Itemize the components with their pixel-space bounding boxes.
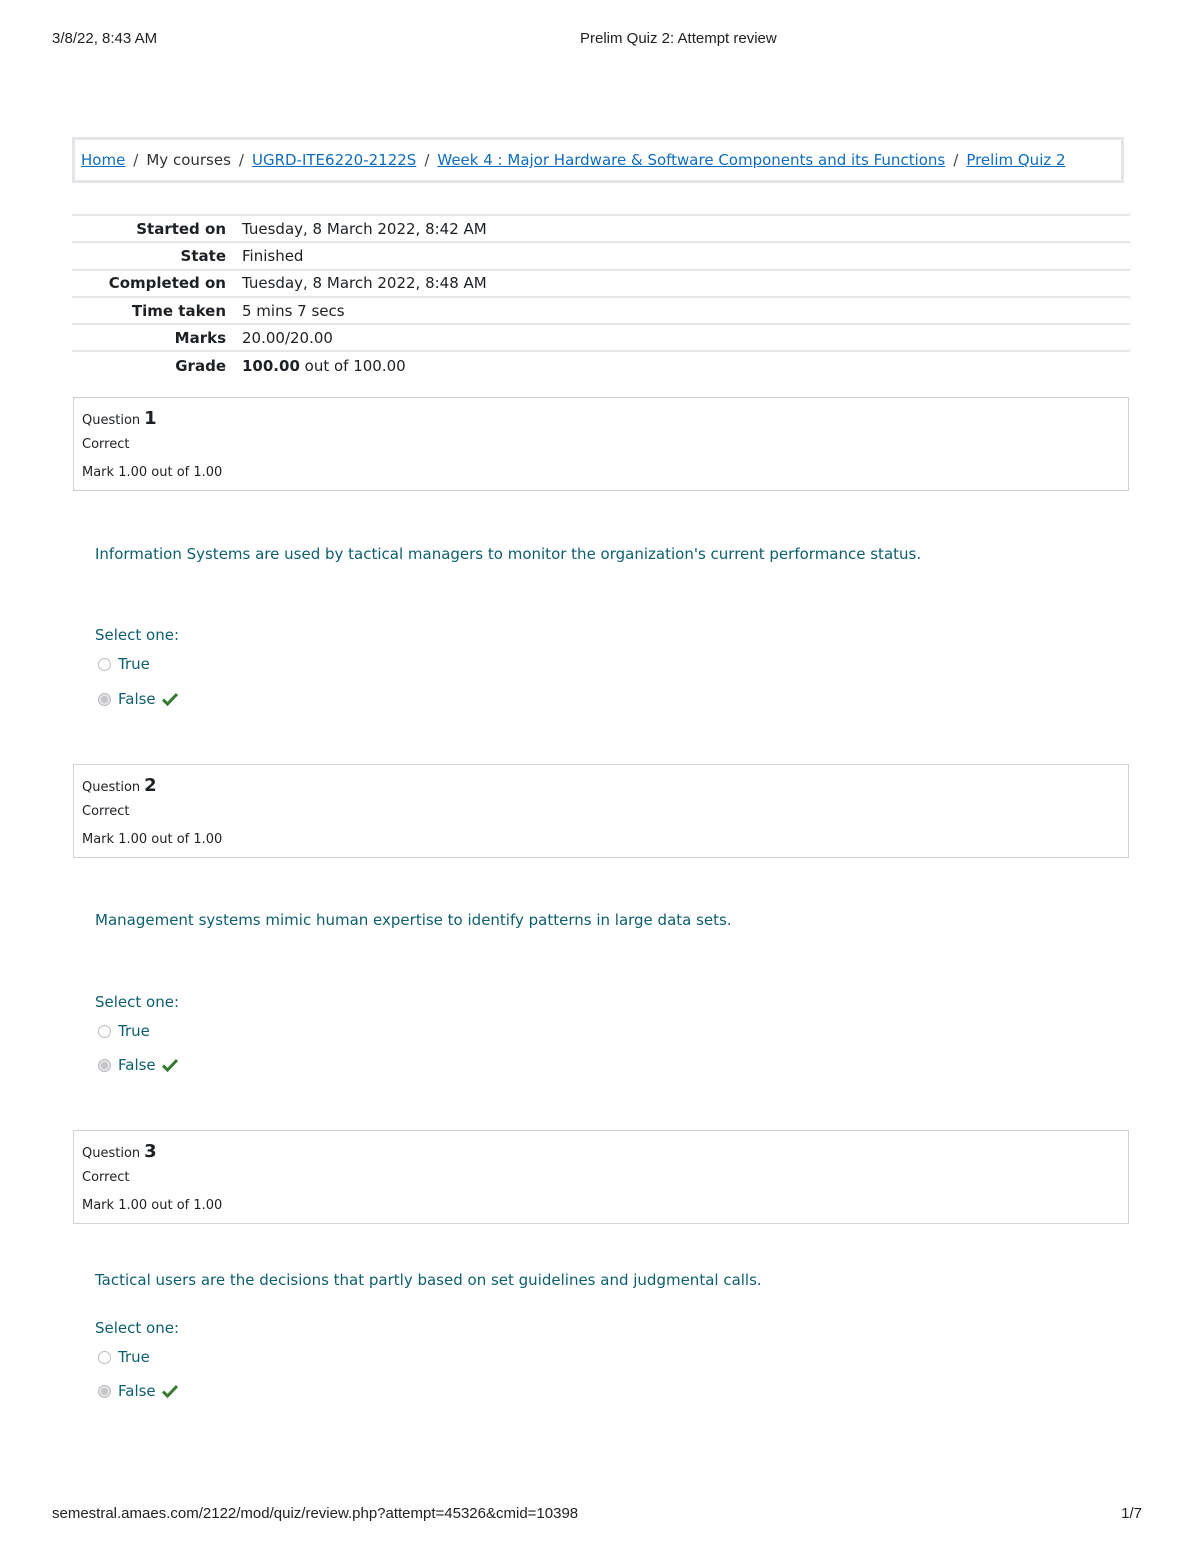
question-mark: Mark 1.00 out of 1.00 <box>82 832 223 847</box>
option-false[interactable] <box>98 690 178 708</box>
breadcrumb-quiz-link[interactable]: Prelim Quiz 2 <box>966 151 1066 169</box>
summary-row-state <box>72 242 1130 269</box>
question-number <box>82 775 157 796</box>
breadcrumb-separator: / <box>424 151 430 169</box>
question-info-3 <box>73 1130 1129 1224</box>
breadcrumb-separator: / <box>133 151 139 169</box>
option-false[interactable] <box>98 1056 178 1074</box>
question-label: Question <box>82 1146 141 1161</box>
option-label: True <box>118 655 150 673</box>
option-true[interactable] <box>98 655 150 673</box>
question-text: Information Systems are used by tactical managers to monitor the organization's current performance status. <box>95 545 922 563</box>
print-footer <box>52 1505 1148 1527</box>
question-number <box>82 408 157 429</box>
print-title: Prelim Quiz 2: Attempt review <box>580 30 777 47</box>
option-true[interactable] <box>98 1022 150 1040</box>
radio-button[interactable] <box>98 1025 111 1038</box>
breadcrumb-separator: / <box>238 151 244 169</box>
option-true[interactable] <box>98 1348 150 1366</box>
summary-row-time-taken <box>72 297 1130 324</box>
print-date: 3/8/22, 8:43 AM <box>52 30 158 47</box>
question-info-1 <box>73 397 1129 491</box>
question-info-2 <box>73 764 1129 858</box>
summary-value <box>242 351 1130 378</box>
breadcrumb-separator: / <box>953 151 959 169</box>
option-label: False <box>118 1382 156 1400</box>
question-number <box>82 1141 157 1162</box>
radio-button-selected[interactable] <box>98 693 111 706</box>
breadcrumb-my-courses: My courses <box>146 151 231 169</box>
summary-row-grade <box>72 351 1130 378</box>
summary-label: Time taken <box>131 301 226 320</box>
summary-value: 5 mins 7 secs <box>242 301 345 320</box>
grade-out-of: out of 100.00 <box>299 356 406 375</box>
radio-button[interactable] <box>98 658 111 671</box>
radio-button-selected[interactable] <box>98 1059 111 1072</box>
option-label: False <box>118 690 156 708</box>
correct-check-icon <box>162 1058 178 1072</box>
question-state: Correct <box>82 804 130 819</box>
option-false[interactable] <box>98 1382 178 1400</box>
breadcrumb <box>72 137 1124 183</box>
question-text: Tactical users are the decisions that partly based on set guidelines and judgmental calls. <box>95 1271 762 1289</box>
breadcrumb-week-link[interactable]: Week 4 : Major Hardware & Software Components and its Functions <box>437 151 946 169</box>
print-header <box>52 28 1148 50</box>
question-mark: Mark 1.00 out of 1.00 <box>82 1198 223 1213</box>
summary-value: 20.00/20.00 <box>242 328 333 347</box>
summary-label: Started on <box>136 219 226 238</box>
summary-label: Marks <box>174 328 226 347</box>
summary-label: Completed on <box>108 274 226 293</box>
option-label: False <box>118 1056 156 1074</box>
summary-label: Grade <box>175 356 226 375</box>
question-mark: Mark 1.00 out of 1.00 <box>82 465 223 480</box>
radio-button[interactable] <box>98 1351 111 1364</box>
question-number-value: 1 <box>144 408 157 429</box>
grade-score: 100.00 <box>242 356 300 375</box>
attempt-summary-table <box>72 214 1130 379</box>
question-number-value: 3 <box>144 1141 157 1162</box>
summary-value: Finished <box>242 246 304 265</box>
summary-row-started <box>72 215 1130 242</box>
breadcrumb-home-link[interactable]: Home <box>81 151 126 169</box>
question-state: Correct <box>82 1170 130 1185</box>
summary-value: Tuesday, 8 March 2022, 8:48 AM <box>242 274 487 293</box>
option-label: True <box>118 1348 150 1366</box>
select-one-prompt: Select one: <box>95 1319 180 1337</box>
select-one-prompt: Select one: <box>95 993 180 1011</box>
summary-label: State <box>180 246 226 265</box>
question-label: Question <box>82 780 141 795</box>
summary-row-completed <box>72 270 1130 297</box>
radio-button-selected[interactable] <box>98 1385 111 1398</box>
correct-check-icon <box>162 692 178 706</box>
breadcrumb-course-link[interactable]: UGRD-ITE6220-2122S <box>251 151 417 169</box>
option-label: True <box>118 1022 150 1040</box>
question-number-value: 2 <box>144 775 157 796</box>
print-url: semestral.amaes.com/2122/mod/quiz/review.php?attempt=45326&cmid=10398 <box>52 1505 579 1522</box>
select-one-prompt: Select one: <box>95 626 180 644</box>
question-state: Correct <box>82 437 130 452</box>
correct-check-icon <box>162 1384 178 1398</box>
print-page-number: 1/7 <box>1121 1505 1142 1522</box>
summary-row-marks <box>72 324 1130 351</box>
question-text: Management systems mimic human expertise to identify patterns in large data sets. <box>95 911 732 929</box>
question-label: Question <box>82 413 141 428</box>
summary-value: Tuesday, 8 March 2022, 8:42 AM <box>242 219 487 238</box>
